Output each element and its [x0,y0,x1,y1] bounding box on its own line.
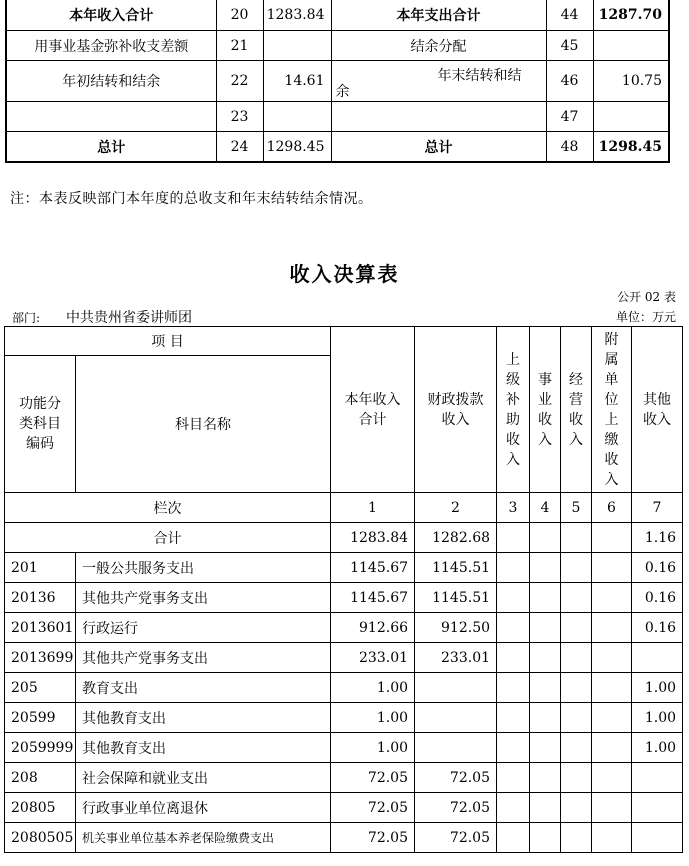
business-header: 事业收入 [530,327,561,493]
left-value: 1283.84 [263,0,331,31]
empty-cell [592,673,632,703]
total-income: 912.66 [331,613,415,643]
empty-cell [592,793,632,823]
empty-cell [561,763,592,793]
code-header: 功能分类科目编码 [5,356,76,493]
subject-code: 20805 [5,793,76,823]
right-line-no: 46 [546,61,593,102]
table-row [5,673,683,703]
empty-cell [592,613,632,643]
empty-cell [530,793,561,823]
empty-cell [530,673,561,703]
total-income: 72.05 [331,763,415,793]
other-income [632,823,683,853]
empty-cell [530,583,561,613]
left-value [263,31,331,61]
left-line-no: 24 [216,132,263,163]
table-note: 注：本表反映部门本年度的总收支和年末结转结余情况。 [10,191,373,207]
fiscal-income [415,703,497,733]
column-number: 3 [497,493,530,523]
empty-cell [497,733,530,763]
right-value: 10.75 [593,61,669,102]
other-income: 1.00 [632,703,683,733]
other-income [632,643,683,673]
empty-cell [561,643,592,673]
right-line-no: 47 [546,102,593,132]
fiscal-income: 912.50 [415,613,497,643]
sum-fiscal: 1282.68 [415,523,497,553]
income-table [4,326,683,853]
other-income [632,763,683,793]
empty-cell [592,643,632,673]
name-header: 科目名称 [76,356,331,493]
column-number: 7 [632,493,683,523]
subject-code: 208 [5,763,76,793]
total-header: 本年收入合计 [331,327,415,493]
other-income: 0.16 [632,613,683,643]
subject-name: 机关事业单位基本养老保险缴费支出 [76,823,331,853]
left-label: 年初结转和结余 [6,61,216,102]
left-value [263,102,331,132]
summary-row [6,31,669,61]
left-value: 14.61 [263,61,331,102]
left-line-no: 20 [216,0,263,31]
empty-cell [497,823,530,853]
right-label [331,61,546,102]
summary-row [6,102,669,132]
sum-total: 1283.84 [331,523,415,553]
table-row [5,613,683,643]
fiscal-income: 233.01 [415,643,497,673]
empty-cell [592,523,632,553]
empty-cell [561,823,592,853]
total-income: 72.05 [331,793,415,823]
empty-cell [561,553,592,583]
left-label: 总计 [6,132,216,163]
empty-cell [497,673,530,703]
empty-cell [497,523,530,553]
fiscal-income: 1145.51 [415,553,497,583]
subject-code: 2080505 [5,823,76,853]
summary-table [5,0,670,163]
total-income: 1.00 [331,703,415,733]
other-income: 1.00 [632,733,683,763]
subject-name: 教育支出 [76,673,331,703]
table-row [5,703,683,733]
subject-name: 一般公共服务支出 [76,553,331,583]
subject-name: 其他共产党事务支出 [76,643,331,673]
other-income [632,793,683,823]
empty-cell [592,823,632,853]
empty-cell [497,553,530,583]
empty-cell [530,523,561,553]
empty-cell [530,733,561,763]
sum-other: 1.16 [632,523,683,553]
empty-cell [592,763,632,793]
right-label: 总计 [331,132,546,163]
dept-label: 部门: [12,311,41,325]
dept-name: 中共贵州省委讲师团 [66,310,192,326]
empty-cell [561,733,592,763]
project-header: 项 目 [5,327,331,356]
empty-cell [530,703,561,733]
other-header: 其他收入 [632,327,683,493]
sum-label: 合计 [5,523,331,553]
right-label: 本年支出合计 [331,0,546,31]
left-value: 1298.45 [263,132,331,163]
subject-code: 2013601 [5,613,76,643]
subject-code: 20599 [5,703,76,733]
column-number: 6 [592,493,632,523]
right-value: 1287.70 [593,0,669,31]
empty-cell [530,823,561,853]
right-label: 结余分配 [331,31,546,61]
empty-cell [561,673,592,703]
total-income: 233.01 [331,643,415,673]
column-number-row [5,493,683,523]
other-income: 1.00 [632,673,683,703]
total-income: 1.00 [331,673,415,703]
sum-row [5,523,683,553]
right-label-line2: 余 [335,84,350,100]
subject-code: 2059999 [5,733,76,763]
column-label: 栏次 [5,493,331,523]
fiscal-income [415,733,497,763]
subject-name: 其他教育支出 [76,733,331,763]
table-row [5,643,683,673]
left-label: 本年收入合计 [6,0,216,31]
right-value [593,31,669,61]
fiscal-income: 72.05 [415,823,497,853]
affiliated-header: 附属单位上缴收入 [592,327,632,493]
empty-cell [530,553,561,583]
right-line-no: 44 [546,0,593,31]
column-number: 1 [331,493,415,523]
column-number: 4 [530,493,561,523]
subject-name: 行政运行 [76,613,331,643]
table-row [5,583,683,613]
left-line-no: 23 [216,102,263,132]
total-income: 72.05 [331,823,415,853]
right-label [331,102,546,132]
subject-name: 行政事业单位离退休 [76,793,331,823]
fiscal-income: 1145.51 [415,583,497,613]
table-row [5,763,683,793]
subject-name: 其他共产党事务支出 [76,583,331,613]
other-income: 0.16 [632,553,683,583]
subject-name: 社会保障和就业支出 [76,763,331,793]
total-income: 1.00 [331,733,415,763]
empty-cell [530,613,561,643]
table-row [5,793,683,823]
empty-cell [497,793,530,823]
subject-name: 其他教育支出 [76,703,331,733]
empty-cell [561,523,592,553]
fiscal-income: 72.05 [415,763,497,793]
table-row [5,553,683,583]
left-label [6,102,216,132]
unit-label: 单位：万元 [615,310,676,324]
fiscal-income: 72.05 [415,793,497,823]
empty-cell [561,613,592,643]
empty-cell [592,703,632,733]
total-income: 1145.67 [331,583,415,613]
superior-header: 上级补助收入 [497,327,530,493]
empty-cell [561,793,592,823]
summary-total-row [6,132,669,163]
empty-cell [592,583,632,613]
right-label-line1: 年末结转和结 [437,68,522,84]
empty-cell [592,553,632,583]
fiscal-header: 财政拨款收入 [415,327,497,493]
empty-cell [497,643,530,673]
right-line-no: 45 [546,31,593,61]
summary-row [6,61,669,102]
summary-row [6,0,669,31]
subject-code: 20136 [5,583,76,613]
column-number: 2 [415,493,497,523]
empty-cell [592,733,632,763]
left-line-no: 21 [216,31,263,61]
empty-cell [561,583,592,613]
fiscal-income [415,673,497,703]
right-line-no: 48 [546,132,593,163]
column-number: 5 [561,493,592,523]
total-income: 1145.67 [331,553,415,583]
form-number: 公开 02 表 [617,290,676,304]
empty-cell [530,643,561,673]
left-line-no: 22 [216,61,263,102]
empty-cell [497,583,530,613]
operating-header: 经营收入 [561,327,592,493]
empty-cell [497,763,530,793]
empty-cell [497,613,530,643]
table-row [5,823,683,853]
subject-code: 201 [5,553,76,583]
empty-cell [530,763,561,793]
left-label: 用事业基金弥补收支差额 [6,31,216,61]
subject-code: 205 [5,673,76,703]
header-row [5,327,683,356]
right-value [593,102,669,132]
other-income: 0.16 [632,583,683,613]
right-value: 1298.45 [593,132,669,163]
report-title: 收入决算表 [289,262,400,286]
table-row [5,733,683,763]
table-body [5,553,683,853]
empty-cell [561,703,592,733]
subject-code: 2013699 [5,643,76,673]
empty-cell [497,703,530,733]
